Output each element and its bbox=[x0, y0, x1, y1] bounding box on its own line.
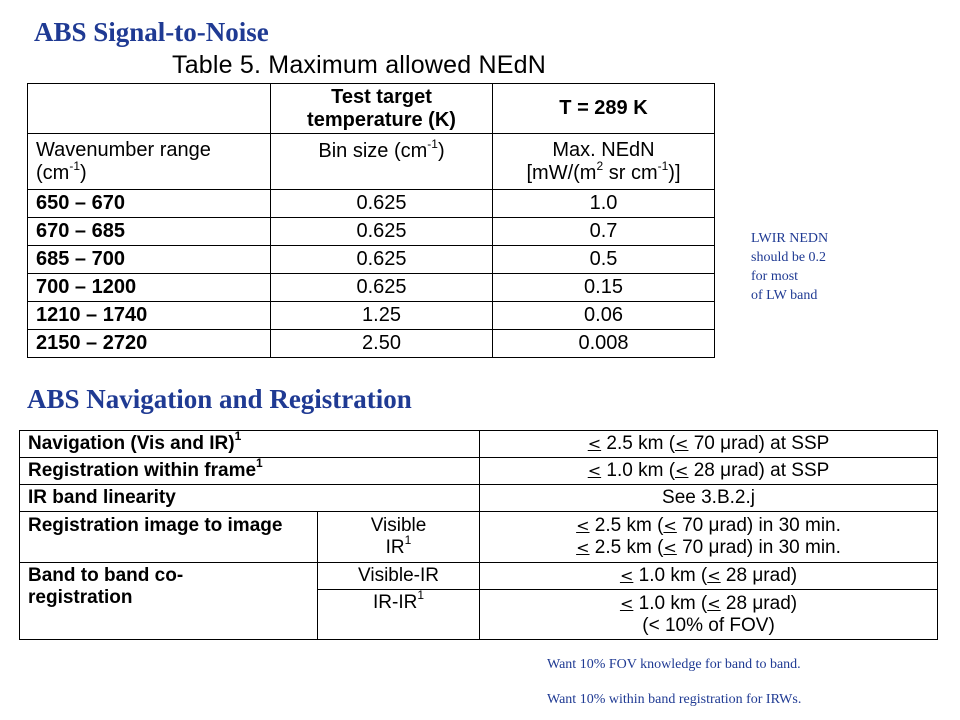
page-title-navigation-registration: ABS Navigation and Registration bbox=[27, 384, 412, 414]
bin-cell: 1.25 bbox=[271, 302, 493, 330]
range-cell: 670 – 685 bbox=[28, 218, 271, 246]
table-row bbox=[28, 330, 715, 358]
header-max-nedn: Max. NEdN [$mW/(m^2$ sr $cm^{-1}$)] bbox=[493, 134, 715, 190]
table-row bbox=[28, 302, 715, 330]
bin-cell: 0.625 bbox=[271, 190, 493, 218]
header-empty-cell bbox=[28, 84, 271, 134]
bin-cell: 0.625 bbox=[271, 274, 493, 302]
ir-linearity-value: See 3.B.2.j bbox=[480, 485, 938, 512]
lwir-side-note: LWIR NEDN should be 0.2 for most of LW band bbox=[751, 231, 829, 303]
bottom-note-band-to-band: Want 10% FOV knowledge for band to band. bbox=[547, 657, 801, 672]
table-header-row bbox=[28, 134, 715, 190]
table-row bbox=[28, 274, 715, 302]
bin-cell: 0.625 bbox=[271, 218, 493, 246]
table-row bbox=[28, 246, 715, 274]
band-ir-ir-value: < 1.0 km (< 28 μrad) (< 10% of FOV) bbox=[480, 590, 938, 640]
table-row bbox=[20, 512, 938, 563]
table-row bbox=[20, 458, 938, 485]
table-row bbox=[20, 431, 938, 458]
nedn-cell: 0.06 bbox=[493, 302, 715, 330]
nedn-cell: 0.7 bbox=[493, 218, 715, 246]
table-row bbox=[20, 485, 938, 512]
image-to-image-label: Registration image to image bbox=[20, 512, 318, 563]
image-to-image-value: < 2.5 km (< 70 μrad) in 30 min. < 2.5 km (< 70 μrad) in 30 min. bbox=[480, 512, 938, 563]
nedn-cell: 0.5 bbox=[493, 246, 715, 274]
bin-cell: 2.50 bbox=[271, 330, 493, 358]
table-row bbox=[28, 218, 715, 246]
nedn-cell: 0.008 bbox=[493, 330, 715, 358]
table-header-row bbox=[28, 84, 715, 134]
header-bin-size: Bin size $(cm^{-1})$ bbox=[271, 134, 493, 190]
range-cell: 700 – 1200 bbox=[28, 274, 271, 302]
range-cell: 685 – 700 bbox=[28, 246, 271, 274]
header-test-target: Test target temperature (K) bbox=[271, 84, 493, 134]
bin-cell: 0.625 bbox=[271, 246, 493, 274]
table-row bbox=[20, 563, 938, 590]
page-title-signal-to-noise: ABS Signal-to-Noise bbox=[34, 17, 269, 47]
registration-frame-value: < 1.0 km (< 28 μrad) at SSP bbox=[480, 458, 938, 485]
range-cell: 2150 – 2720 bbox=[28, 330, 271, 358]
header-wavenumber-range: Wavenumber range $(cm^{-1})$ bbox=[28, 134, 271, 190]
nedn-cell: 0.15 bbox=[493, 274, 715, 302]
bottom-note-irw: Want 10% within band registration for IRWs. bbox=[547, 692, 802, 707]
nedn-table bbox=[27, 83, 715, 358]
ir-linearity-label: IR band linearity bbox=[20, 485, 480, 512]
table-caption: Table 5. Maximum allowed NEdN bbox=[172, 51, 547, 79]
registration-frame-label: Registration within frame$^1$ bbox=[20, 458, 480, 485]
navigation-registration-table bbox=[19, 430, 938, 640]
navigation-value: < 2.5 km (< 70 μrad) at SSP bbox=[480, 431, 938, 458]
table-row bbox=[28, 190, 715, 218]
navigation-label: Navigation (Vis and IR)$^1$ bbox=[20, 431, 480, 458]
band-visible-ir: Visible-IR bbox=[318, 563, 480, 590]
band-visible-ir-value: < 1.0 km (< 28 μrad) bbox=[480, 563, 938, 590]
nedn-cell: 1.0 bbox=[493, 190, 715, 218]
range-cell: 650 – 670 bbox=[28, 190, 271, 218]
range-cell: 1210 – 1740 bbox=[28, 302, 271, 330]
image-to-image-sub: Visible $IR^1$ bbox=[318, 512, 480, 563]
header-temperature: T = 289 K bbox=[493, 84, 715, 134]
band-to-band-label: Band to band co- registration bbox=[20, 563, 318, 640]
band-ir-ir: $IR-IR^1$ bbox=[318, 590, 480, 640]
